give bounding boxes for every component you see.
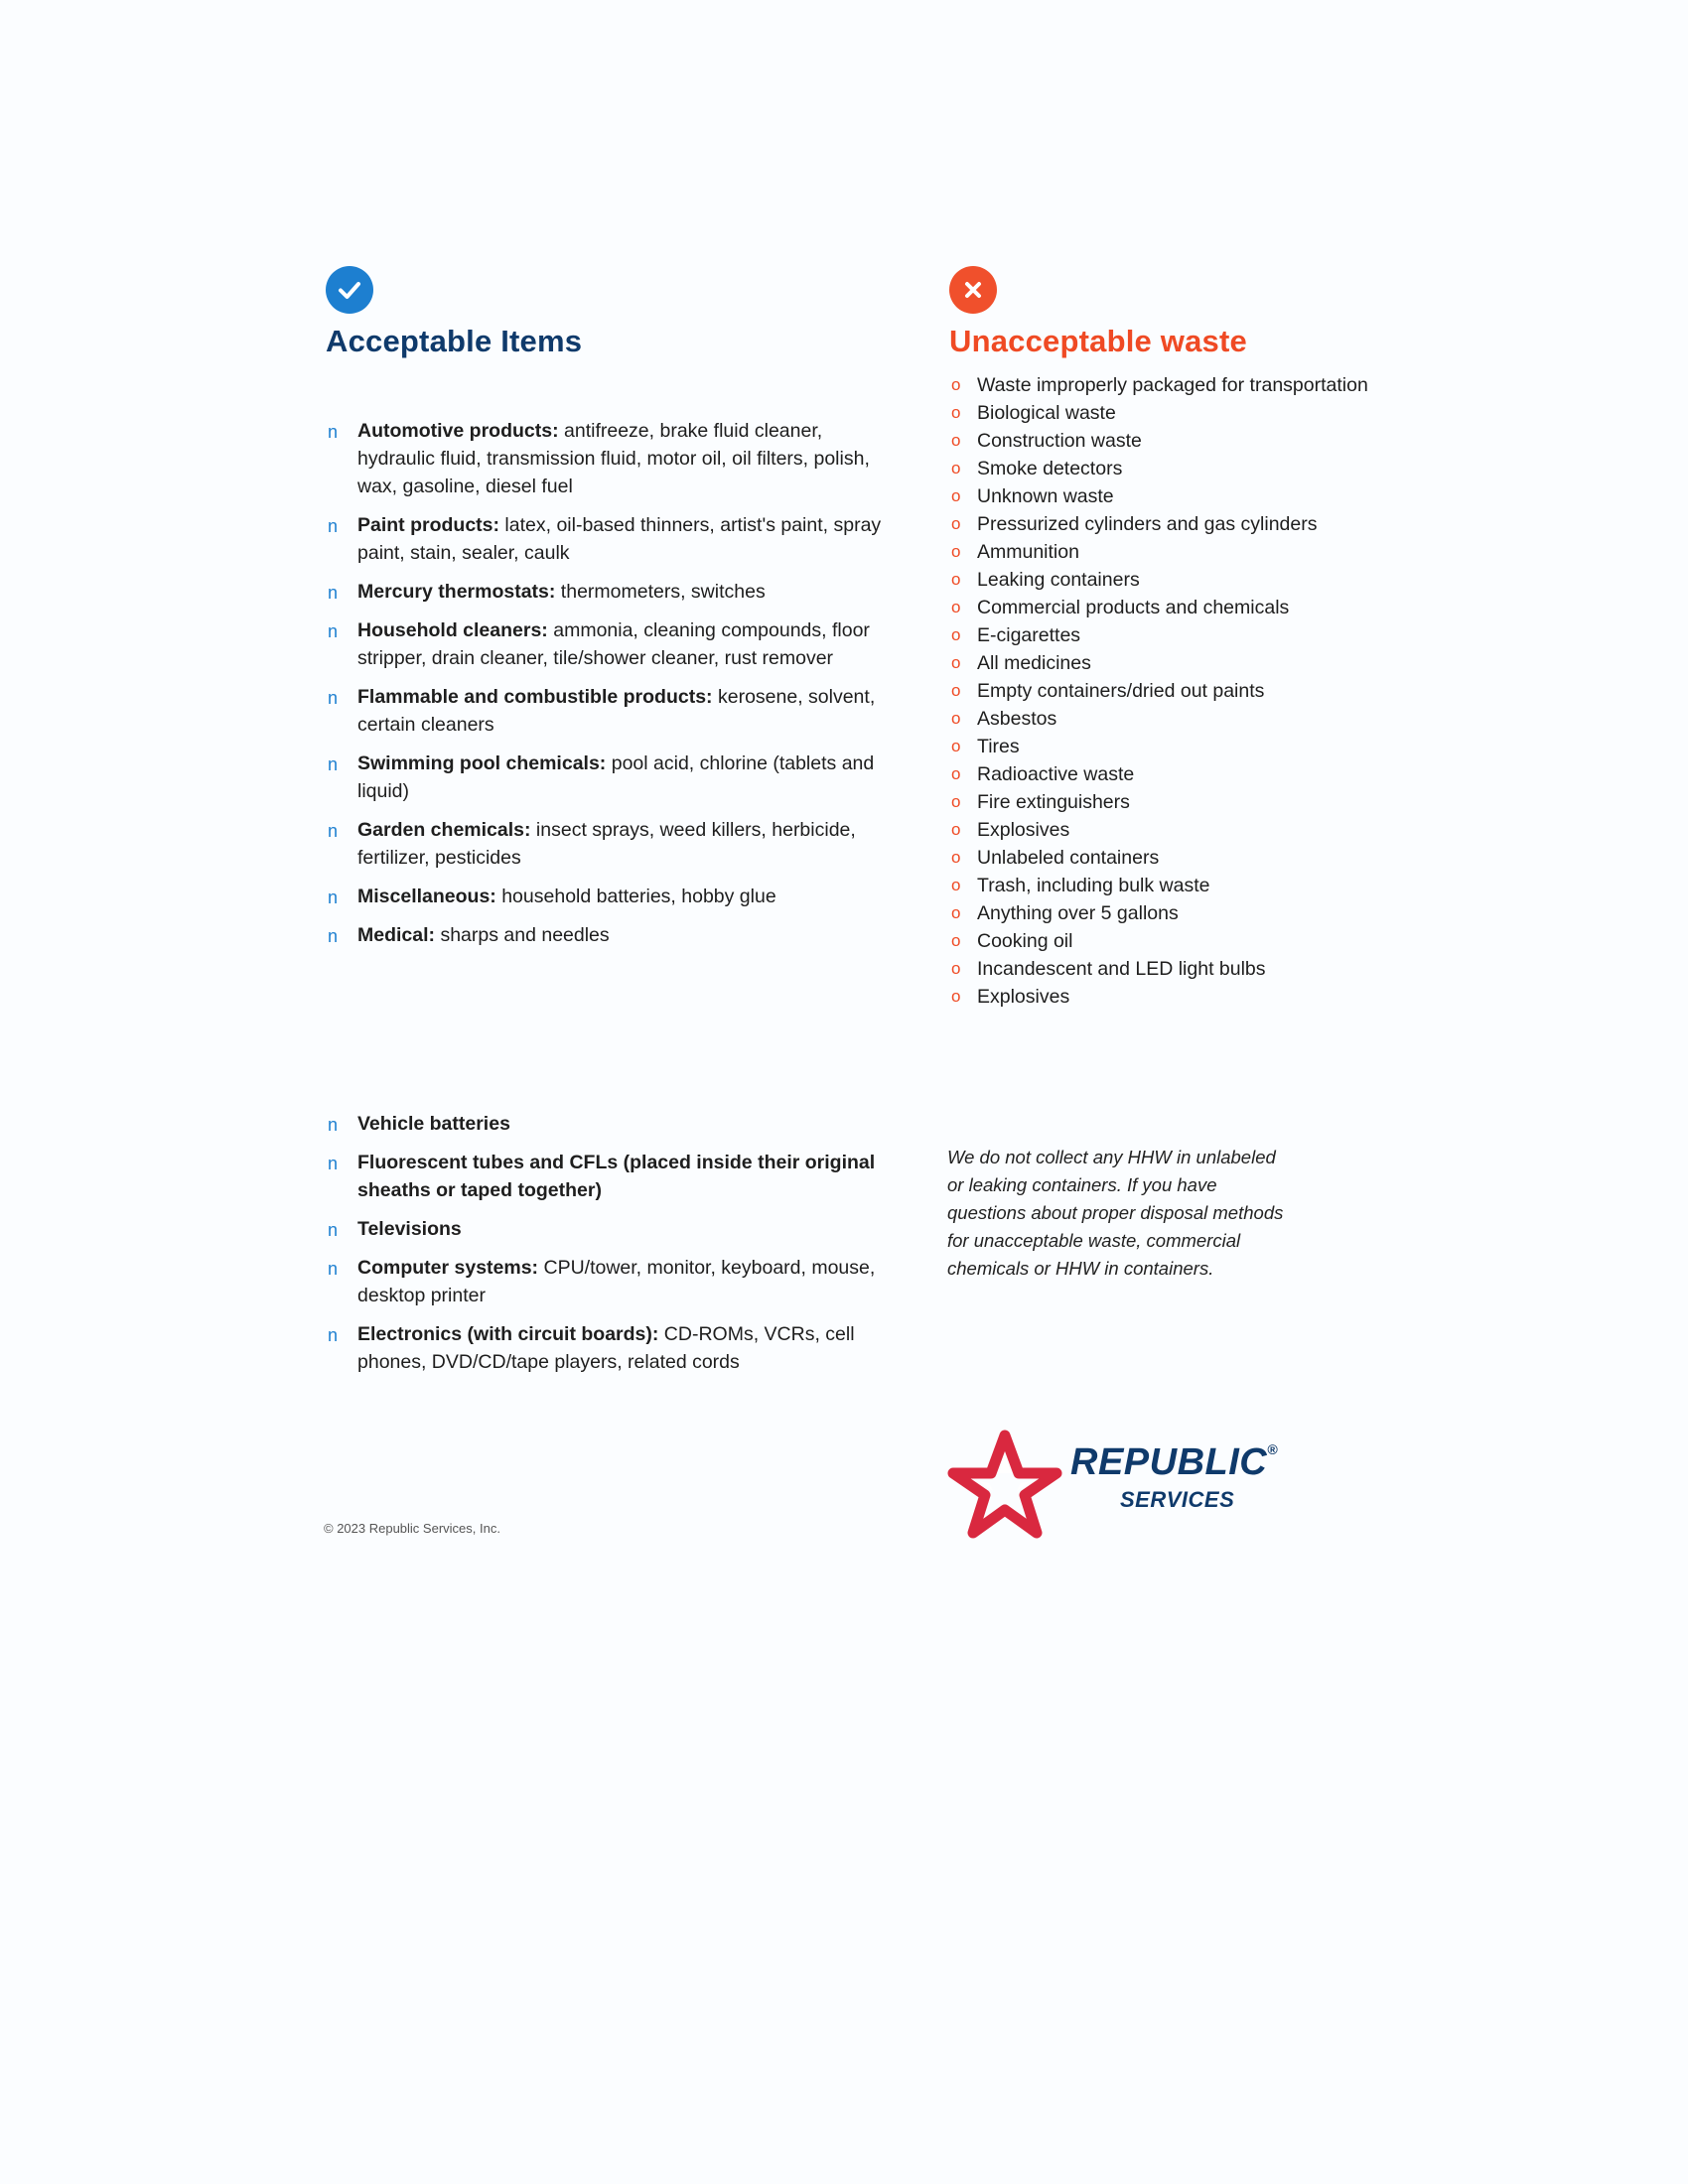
item-text: household batteries, hobby glue — [495, 886, 776, 907]
item-label: Fluorescent tubes and CFLs (placed inside their original sheaths or taped together) — [357, 1152, 876, 1201]
bullet-icon: n — [328, 688, 339, 708]
bullet-icon: o — [951, 431, 961, 450]
acceptable-heading: Acceptable Items — [326, 324, 583, 358]
item-text: pool acid, chlorine (tablets and liquid) — [357, 752, 875, 802]
item-text: insect sprays, weed killers, herbicide, fertilizer, pesticides — [357, 819, 856, 869]
bullet-icon: n — [328, 754, 339, 774]
item-text: Ammunition — [977, 541, 1079, 563]
item-text: Cooking oil — [977, 930, 1073, 952]
acceptable-item — [326, 511, 882, 567]
item-text: Radioactive waste — [977, 763, 1135, 785]
item-label: Vehicle batteries — [357, 1113, 510, 1135]
acceptable-column — [326, 266, 882, 960]
item-label: Televisions — [357, 1218, 462, 1240]
acceptable-item — [326, 616, 882, 672]
item-label: Household cleaners: — [357, 619, 548, 641]
item-text: Leaking containers — [977, 569, 1140, 591]
unacceptable-item — [949, 983, 1466, 1011]
item-text: Incandescent and LED light bulbs — [977, 958, 1266, 980]
star-logo-icon — [945, 1426, 1064, 1545]
unacceptable-item — [949, 927, 1466, 955]
bullet-icon: o — [951, 514, 961, 533]
unacceptable-item — [949, 816, 1466, 844]
item-text: All medicines — [977, 652, 1091, 674]
item-text: Unlabeled containers — [977, 847, 1160, 869]
bullet-icon: n — [328, 1115, 339, 1135]
bullet-icon: o — [951, 876, 961, 894]
bullet-icon: o — [951, 931, 961, 950]
bullet-icon: o — [951, 459, 961, 478]
bullet-icon: o — [951, 570, 961, 589]
acceptable-item — [326, 1215, 882, 1243]
item-label: Automotive products: — [357, 420, 559, 442]
item-label: Computer systems: — [357, 1257, 539, 1279]
unacceptable-item — [949, 844, 1466, 872]
bullet-icon: o — [951, 792, 961, 811]
item-label: Garden chemicals: — [357, 819, 531, 841]
item-text: Unknown waste — [977, 485, 1114, 507]
logo-wordmark: REPUBLIC® — [1070, 1441, 1279, 1483]
item-text: Tires — [977, 736, 1020, 757]
item-text: CPU/tower, monitor, keyboard, mouse, desktop printer — [357, 1257, 876, 1306]
bullet-icon: o — [951, 625, 961, 644]
item-text: Smoke detectors — [977, 458, 1123, 479]
republic-services-logo — [945, 1426, 1303, 1545]
unacceptable-list — [949, 371, 1466, 1011]
item-label: Flammable and combustible products: — [357, 686, 713, 708]
unacceptable-item — [949, 482, 1466, 510]
bullet-icon: n — [328, 1154, 339, 1173]
bullet-icon: o — [951, 903, 961, 922]
bullet-icon: n — [328, 1259, 339, 1279]
item-text: Fire extinguishers — [977, 791, 1130, 813]
item-label: Electronics (with circuit boards): — [357, 1323, 659, 1345]
acceptable-item — [326, 1149, 882, 1204]
item-text: CD-ROMs, VCRs, cell phones, DVD/CD/tape players, related cords — [357, 1323, 855, 1373]
bullet-icon: o — [951, 375, 961, 394]
bullet-icon: o — [951, 403, 961, 422]
bullet-icon: n — [328, 821, 339, 841]
item-text: Commercial products and chemicals — [977, 597, 1290, 618]
item-text: kerosene, solvent, certain cleaners — [357, 686, 876, 736]
unacceptable-item — [949, 649, 1466, 677]
unacceptable-item — [949, 594, 1466, 621]
bullet-icon: n — [328, 516, 339, 536]
acceptable-item — [326, 1254, 882, 1309]
copyright: © 2023 Republic Services, Inc. — [324, 1521, 500, 1536]
bullet-icon: o — [951, 709, 961, 728]
unacceptable-item — [949, 566, 1466, 594]
unacceptable-item — [949, 760, 1466, 788]
unacceptable-item — [949, 872, 1466, 899]
acceptable-list — [326, 417, 882, 949]
unacceptable-item — [949, 705, 1466, 733]
unacceptable-item — [949, 733, 1466, 760]
check-circle-icon — [326, 266, 373, 314]
bullet-icon: n — [328, 1220, 339, 1240]
bullet-icon: n — [328, 422, 339, 442]
unacceptable-item — [949, 399, 1466, 427]
item-label: Miscellaneous: — [357, 886, 496, 907]
unacceptable-heading: Unacceptable waste — [949, 324, 1247, 358]
bullet-icon: n — [328, 1325, 339, 1345]
bullet-icon: n — [328, 583, 339, 603]
item-text: antifreeze, brake fluid cleaner, hydraulic fluid, transmission fluid, motor oil, oil filters, polish, wax, gasoline, diesel fuel — [357, 420, 870, 497]
item-text: latex, oil-based thinners, artist's paint, spray paint, stain, sealer, caulk — [357, 514, 882, 564]
bullet-icon: o — [951, 598, 961, 616]
bullet-icon: o — [951, 486, 961, 505]
item-text: Construction waste — [977, 430, 1142, 452]
item-text: Anything over 5 gallons — [977, 902, 1179, 924]
bullet-icon: o — [951, 737, 961, 755]
item-text: thermometers, switches — [555, 581, 766, 603]
acceptable-item — [326, 683, 882, 739]
bullet-icon: n — [328, 621, 339, 641]
item-text: Trash, including bulk waste — [977, 875, 1210, 896]
acceptable-item — [326, 1110, 882, 1138]
bullet-icon: o — [951, 542, 961, 561]
bullet-icon: o — [951, 820, 961, 839]
unacceptable-item — [949, 621, 1466, 649]
item-label: Swimming pool chemicals: — [357, 752, 607, 774]
item-text: ammonia, cleaning compounds, floor stripper, drain cleaner, tile/shower cleaner, rust remover — [357, 619, 870, 669]
unacceptable-item — [949, 677, 1466, 705]
unacceptable-item — [949, 455, 1466, 482]
unacceptable-item — [949, 788, 1466, 816]
acceptable-item — [326, 816, 882, 872]
bullet-icon: o — [951, 681, 961, 700]
item-text: Biological waste — [977, 402, 1116, 424]
unacceptable-item — [949, 427, 1466, 455]
acceptable-item — [326, 578, 882, 606]
unacceptable-column — [949, 266, 1466, 1011]
acceptable-list-electronics — [326, 1110, 882, 1387]
acceptable-item — [326, 883, 882, 910]
bullet-icon: o — [951, 987, 961, 1006]
acceptable-item — [326, 921, 882, 949]
bullet-icon: o — [951, 848, 961, 867]
bullet-icon: o — [951, 653, 961, 672]
item-label: Paint products: — [357, 514, 500, 536]
item-text: Explosives — [977, 819, 1070, 841]
bullet-icon: n — [328, 926, 339, 946]
unacceptable-item — [949, 955, 1466, 983]
item-text: Pressurized cylinders and gas cylinders — [977, 513, 1318, 535]
x-circle-icon — [949, 266, 997, 314]
bullet-icon: n — [328, 887, 339, 907]
item-text: Explosives — [977, 986, 1070, 1008]
item-label: Medical: — [357, 924, 436, 946]
disposal-note: We do not collect any HHW in unlabeled or leaking containers. If you have questions about proper disposal methods for unacceptable waste, commercial chemicals or HHW in containers. — [947, 1147, 1284, 1279]
acceptable-item — [326, 417, 882, 500]
item-text: Asbestos — [977, 708, 1057, 730]
acceptable-item — [326, 1320, 882, 1376]
bullet-icon: o — [951, 959, 961, 978]
item-label: Mercury thermostats: — [357, 581, 556, 603]
unacceptable-item — [949, 899, 1466, 927]
acceptable-item — [326, 750, 882, 805]
item-text: Empty containers/dried out paints — [977, 680, 1265, 702]
item-text: Waste improperly packaged for transportation — [977, 374, 1368, 396]
unacceptable-item — [949, 538, 1466, 566]
unacceptable-item — [949, 510, 1466, 538]
logo-subtitle: SERVICES — [1120, 1487, 1235, 1512]
item-text: sharps and needles — [435, 924, 610, 946]
unacceptable-item — [949, 371, 1466, 399]
bullet-icon: o — [951, 764, 961, 783]
item-text: E-cigarettes — [977, 624, 1081, 646]
